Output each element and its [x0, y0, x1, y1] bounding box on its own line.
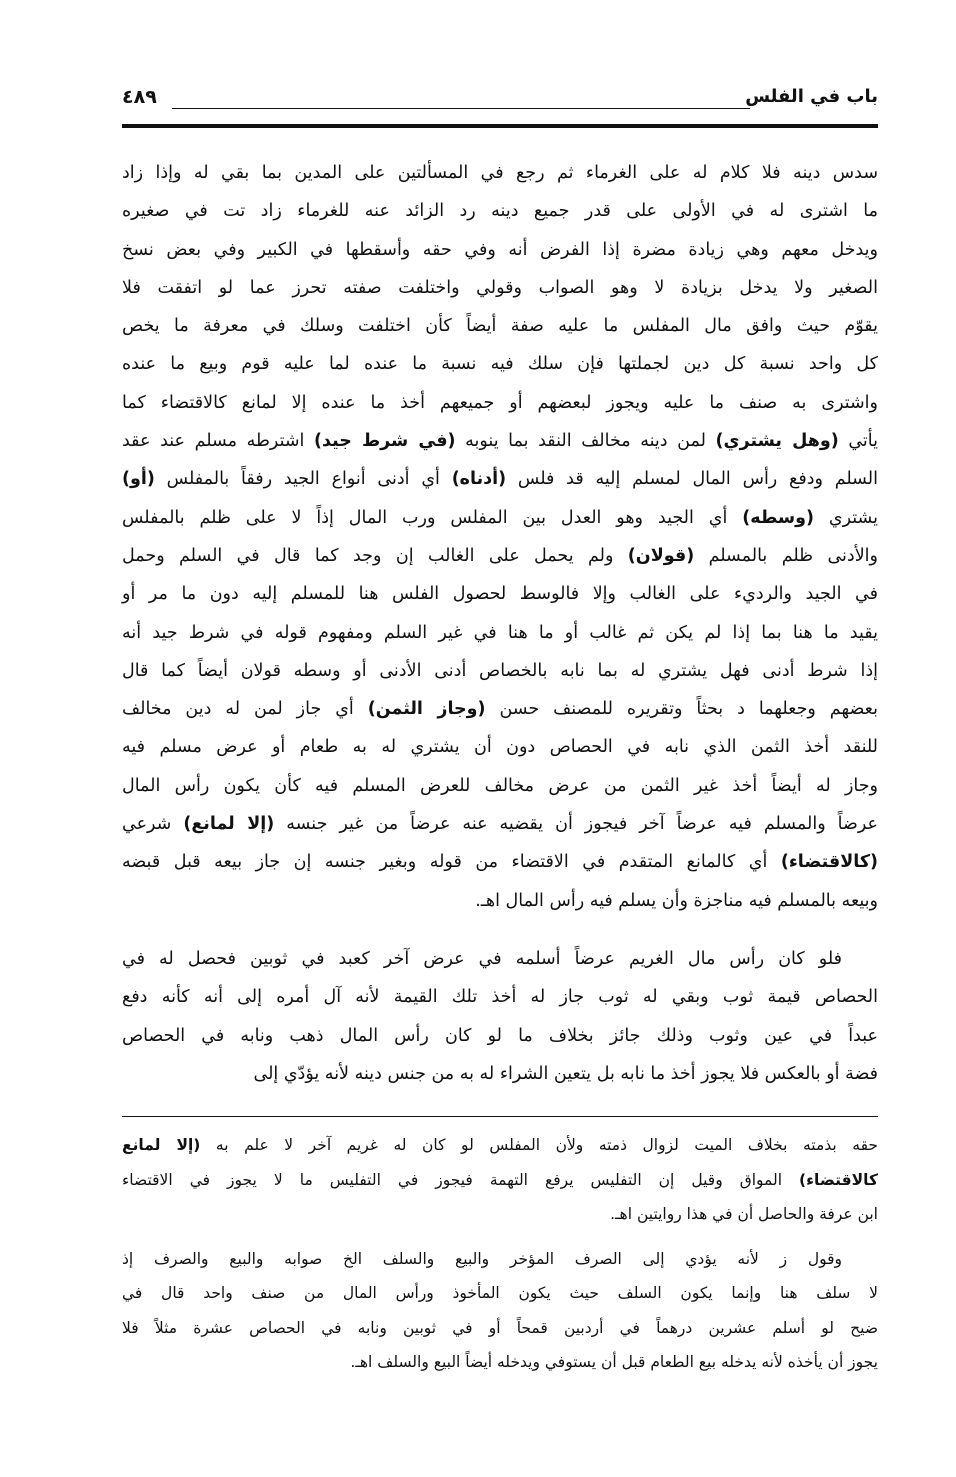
text-segment: للنقد أخذ الثمن الذي نابه في الحصاص دون أن يشتري له به طعام أو عرض مسلم فيه	[122, 737, 878, 758]
main-paragraph	[122, 940, 878, 1093]
text-segment: عرضاً والمسلم فيه عرضاً آخر فيجوز أن يقضيه عنه عرضاً من غير جنسه	[274, 814, 878, 835]
footnote-line	[122, 1163, 878, 1198]
text-segment: وبيعه بالمسلم فيه مناجزة وأن يسلم فيه رأس المال اهـ.	[475, 890, 878, 911]
text-segment: كل واحد نسبة كل دين لجملتها فإن سلك فيه نسبة ما عنده لما عليه قوم وبيع ما عنده	[122, 354, 878, 375]
text-segment: شرعي	[122, 814, 184, 835]
main-line	[122, 345, 878, 383]
footnote-line	[122, 1345, 878, 1380]
footnotes	[122, 1128, 878, 1380]
text-segment: الحصاص قيمة ثوب وبقي له ثوب جاز له أخذ تلك القيمة لأنه آل أمره إلى أنه كأنه دفع	[122, 987, 878, 1008]
main-line	[122, 652, 878, 690]
header-dash-line	[172, 108, 750, 109]
footnote-line	[122, 1311, 878, 1346]
text-segment: في الجيد والرديء على الغالب وإلا فالوسط لحصول الفلس هنا للمسلم إليه دون ما مر أو	[122, 584, 878, 605]
footnote-line	[122, 1128, 878, 1163]
bold-matn-text: (كالاقتضاء)	[780, 852, 878, 873]
text-segment: الصغير ولا يدخل بزيادة لا وهو الصواب وقولي واختلفت صفته تحرز عما لو اتفقت فلا	[122, 277, 878, 298]
main-line	[122, 499, 878, 537]
text-segment: ضيح لو أسلم عشرين درهماً في أردبين قمحاً أو في ثوبين ونابه في الحصاص عشرة مثلاً فلا	[122, 1318, 878, 1337]
footnote-paragraph	[122, 1128, 878, 1232]
text-segment: إذا شرط أدنى فهل يشتري له بما نابه بالخصاص أدنى الأدنى أو وسطه قولان أيضاً كما قال	[122, 660, 878, 681]
main-line	[122, 231, 878, 269]
main-paragraph	[122, 154, 878, 920]
text-segment: يشتري	[813, 507, 878, 528]
main-line	[122, 690, 878, 728]
main-line	[122, 1017, 878, 1055]
header-rule	[122, 124, 878, 128]
text-segment: لمن دينه مخالف النقد بما ينوبه	[455, 431, 716, 452]
main-line	[122, 882, 878, 920]
text-segment: عبداً في عين وثوب وذلك جائز بخلاف ما لو كان رأس المال ذهب ونابه في الحصاص	[122, 1025, 878, 1046]
text-segment: وقول ز لأنه يؤدي إلى الصرف المؤخر والبيع والسلف الخ صوابه والبيع والصرف إذ	[122, 1249, 842, 1268]
text-segment: يجوز أن يأخذه لأنه يدخله بيع الطعام قبل أن يستوفي ويدخله أيضاً البيع والسلف اهـ.	[350, 1353, 878, 1371]
text-segment: اشترطه مسلم عند عقد	[122, 431, 314, 452]
main-line	[122, 192, 878, 230]
main-line	[122, 1055, 878, 1093]
text-segment: حقه بذمته بخلاف الميت لزوال ذمته ولأن المفلس لو كان له غريم آخر لا علم به	[200, 1136, 878, 1154]
main-line	[122, 154, 878, 192]
page-header	[122, 84, 878, 116]
bold-matn-text: (أدناه)	[451, 469, 507, 490]
main-line	[122, 614, 878, 652]
main-line	[122, 537, 878, 575]
main-line	[122, 940, 878, 978]
bold-matn-text: كالاقتضاء)	[799, 1170, 878, 1189]
main-line	[122, 422, 878, 460]
main-line	[122, 269, 878, 307]
text-segment: وجاز له أيضاً أخذ غير الثمن من عرض مخالف للعرض المسلم فيه كأن يكون رأس المال	[122, 775, 878, 796]
bold-matn-text: (إلا لمانع)	[183, 814, 275, 835]
running-title: باب في الفلس	[745, 86, 878, 107]
main-line	[122, 805, 878, 843]
footnote-line	[122, 1197, 878, 1232]
text-segment: والأدنى ظلم بالمسلم	[694, 545, 878, 566]
text-segment: بعضهم وجعلهما د بحثاً وتقريره للمصنف حسن	[485, 699, 878, 720]
main-line	[122, 978, 878, 1016]
bold-matn-text: (إلا لمانع	[122, 1136, 201, 1154]
text-segment: أي أدنى أنواع الجيد رفقاً بالمفلس	[154, 469, 452, 490]
bold-matn-text: (وهل يشتري)	[715, 431, 839, 452]
text-segment: ما اشترى له في الأولى على قدر جميع دينه رد الزائد عنه للغرماء زاد تت في صغيره	[122, 201, 878, 222]
bold-matn-text: (في شرط جيد)	[313, 431, 456, 452]
footnote-line	[122, 1276, 878, 1311]
footnote-separator	[122, 1116, 878, 1117]
main-text	[122, 154, 878, 1093]
text-segment: ولم يحمل على الغالب إن وجد كما قال في السلم وحمل	[122, 545, 628, 566]
page-number: ٤٨٩	[122, 86, 157, 108]
text-segment: المواق وقيل إن التفليس يرفع التهمة فيجوز في التفليس ما لا يجوز في الاقتضاء	[122, 1170, 800, 1189]
bold-matn-text: (وسطه)	[742, 507, 814, 528]
text-segment: السلم ودفع رأس المال لمسلم إليه قد فلس	[506, 469, 878, 490]
main-line	[122, 384, 878, 422]
text-segment: يقيد ما هنا بما إذا لم يكن ثم غالب أو ما هنا في غير السلم ومفهوم قوله في شرط جيد أنه	[122, 622, 878, 643]
text-segment: أي الجيد وهو العدل بين المفلس ورب المال إذاً لا على ظلم بالمفلس	[122, 507, 743, 528]
text-segment: يقوّم حيث وافق مال المفلس ما عليه صفة أيضاً كأن اختلفت وسلك في معرفة ما يخص	[122, 316, 878, 337]
footnote-paragraph	[122, 1242, 878, 1380]
text-segment: ويدخل معهم وهي زيادة مضرة إذا الفرض أنه وفي حقه وأسقطها في الكبير وفي بعض نسخ	[122, 239, 878, 260]
bold-matn-text: (أو)	[122, 469, 155, 490]
text-segment: لا سلف هنا وإنما يكون السلف حيث يكون المأخوذ ورأس المال من صنف واحد قال في	[122, 1284, 878, 1302]
main-line	[122, 575, 878, 613]
text-segment: أي كالمانع المتقدم في الاقتضاء من قوله وبغير جنسه إن جاز بيعه قبل قبضه	[122, 852, 781, 873]
main-line	[122, 728, 878, 766]
text-segment: أي جاز لمن له دين مخالف	[122, 699, 368, 720]
text-segment: يأتي	[838, 431, 878, 452]
main-line	[122, 767, 878, 805]
text-segment: ابن عرفة والحاصل أن في هذا روايتين اهـ.	[610, 1205, 878, 1223]
text-segment: فضة أو بالعكس فلا يجوز أخذ ما نابه بل يتعين الشراء له به من جنس دينه لأنه يؤدّي إلى	[253, 1063, 878, 1084]
text-segment: واشترى به صنف ما عليه ويجوز لبعضهم أو جميعهم أخذ ما عنده إلا لمانع كالاقتضاء كما	[122, 392, 878, 413]
main-line	[122, 843, 878, 881]
main-line	[122, 460, 878, 498]
text-segment: سدس دينه فلا كلام له على الغرماء ثم رجع في المسألتين على المدين بما بقي له وإذا زاد	[122, 163, 878, 183]
footnote-line	[122, 1242, 878, 1277]
bold-matn-text: (وجاز الثمن)	[367, 699, 486, 720]
bold-matn-text: (قولان)	[627, 545, 695, 566]
main-line	[122, 307, 878, 345]
text-segment: فلو كان رأس مال الغريم عرضاً أسلمه في عرض آخر كعبد في ثوبين فحصل له في	[122, 948, 842, 969]
